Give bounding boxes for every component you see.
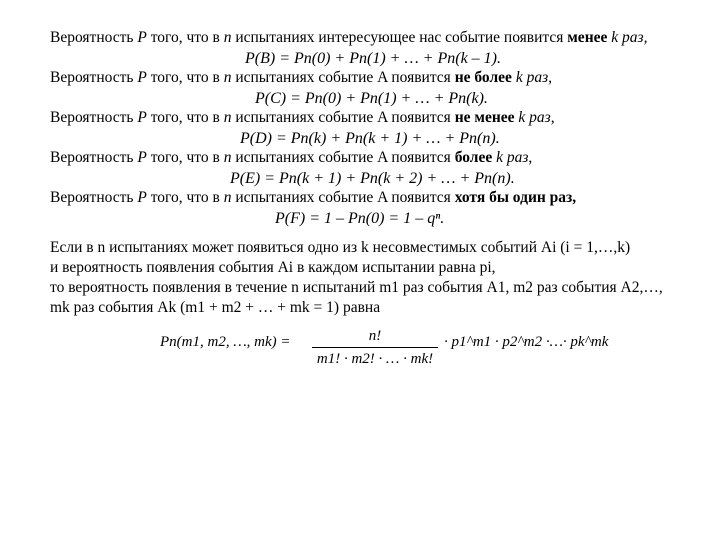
fraction-denominator: m1! · m2! · … · mk! (316, 351, 434, 367)
fraction-numerator: n! (368, 328, 382, 344)
emphasis: менее (567, 29, 608, 46)
var: n (223, 29, 232, 46)
text: того, что в (146, 149, 224, 166)
text: того, что в (146, 189, 224, 206)
var: P (137, 149, 147, 166)
text: испытаниях событие A появится (231, 69, 455, 86)
emphasis: не более (454, 69, 512, 86)
var: n (223, 149, 232, 166)
text: того, что в (146, 109, 224, 126)
text: Вероятность (50, 189, 138, 206)
formula-d: P(D) = Pn(k) + Pn(k + 1) + … + Pn(n). (240, 130, 500, 147)
text-line-less (50, 28, 647, 48)
text: Вероятность (50, 109, 138, 126)
text-line-more (50, 148, 532, 168)
text-line-not-less (50, 108, 555, 128)
para2-line-4: mk раз события Ak (m1 + m2 + … + mk = 1) равна (50, 299, 381, 316)
var: n (223, 189, 232, 206)
text: того, что в (146, 69, 224, 86)
var: P (137, 189, 147, 206)
para2-line-1: Если в n испытаниях может появиться одно из k несовместимых событий Ai (i = 1,…,k) (50, 239, 631, 256)
var: n (223, 69, 232, 86)
formula-c: P(C) = Pn(0) + Pn(1) + … + Pn(k). (255, 90, 488, 107)
text: k раз, (514, 109, 555, 126)
text: испытаниях событие A появится (231, 189, 455, 206)
formula-e: P(E) = Pn(k + 1) + Pn(k + 2) + … + Pn(n). (230, 170, 515, 187)
para2-line-3: то вероятность появления в течение n испытаний m1 раз события A1, m2 раз события A2,…, (50, 279, 663, 296)
para2-line-2: и вероятность появления события Ai в каждом испытании равна pi, (50, 259, 496, 276)
text: k раз, (492, 149, 533, 166)
multinomial-lhs: Pn(m1, m2, …, mk) = (160, 334, 291, 350)
emphasis: хотя бы один раз, (454, 189, 577, 206)
text: Вероятность (50, 29, 138, 46)
text: испытаниях событие A появится (231, 109, 455, 126)
text-line-at-least-once (50, 188, 576, 208)
fraction-bar (312, 347, 438, 348)
emphasis: не менее (454, 109, 515, 126)
text: k раз, (607, 29, 648, 46)
multinomial-rhs: · p1^m1 · p2^m2 ·…· pk^mk (444, 334, 609, 350)
formula-b: P(B) = Pn(0) + Pn(1) + … + Pn(k – 1). (245, 50, 502, 67)
text: k раз, (511, 69, 552, 86)
var: P (137, 69, 147, 86)
text: испытаниях интересующее нас событие появится (231, 29, 568, 46)
var: P (137, 29, 147, 46)
var: P (137, 109, 147, 126)
text: Вероятность (50, 69, 138, 86)
var: n (223, 109, 232, 126)
text: Вероятность (50, 149, 138, 166)
text: испытаниях событие A появится (231, 149, 455, 166)
emphasis: более (454, 149, 493, 166)
formula-f: P(F) = 1 – Pn(0) = 1 – qⁿ. (275, 210, 445, 227)
text: того, что в (146, 29, 224, 46)
text-line-not-more (50, 68, 552, 88)
multinomial-fraction (312, 326, 438, 369)
